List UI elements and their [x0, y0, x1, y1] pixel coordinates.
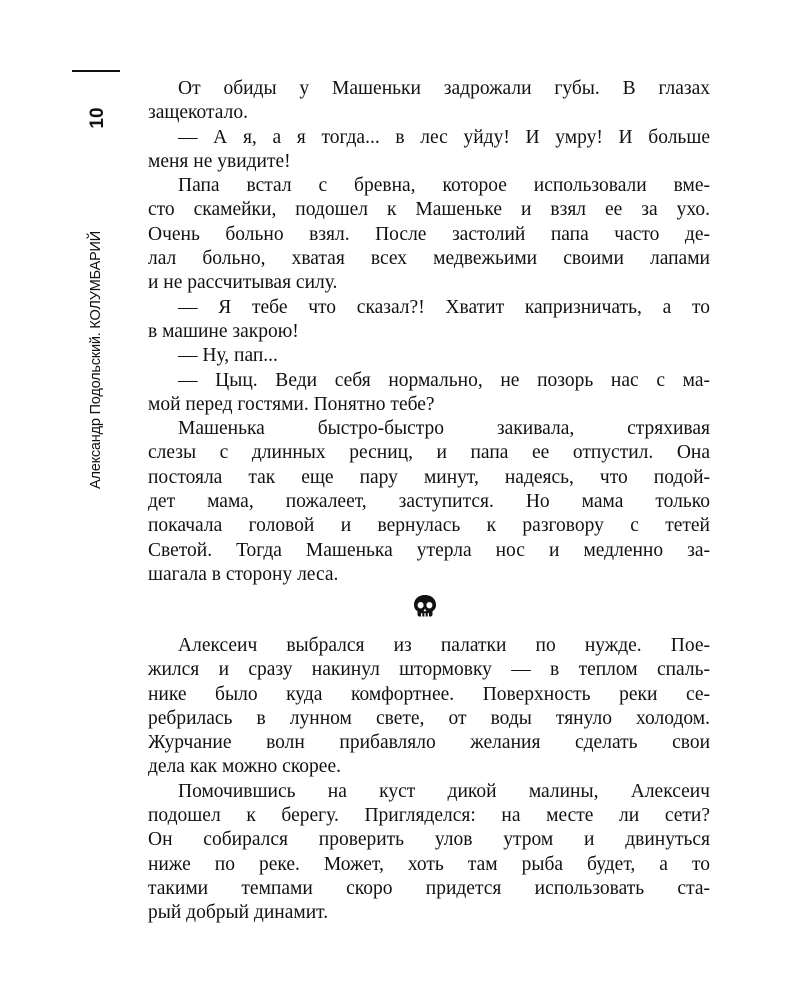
text-line: Машенька быстро-быстро закивала, стряхивая	[178, 418, 710, 440]
text-line: — Ну, пап...	[178, 345, 278, 367]
text-line: Алексеич выбрался из палатки по нужде. Пое-	[178, 635, 710, 656]
text-line: покачала головой и вернулась к разговору с тетей	[148, 515, 710, 537]
text-line: От обиды у Машеньки задрожали губы. В глазах	[178, 78, 710, 99]
text-line: меня не увидите!	[148, 150, 291, 172]
text-line: Светой. Тогда Машенька утерла нос и медленно за-	[148, 539, 710, 561]
text-line: Помочившись на куст дикой малины, Алексеич	[178, 780, 710, 802]
text-line: в машине закрою!	[148, 320, 299, 342]
text-line: защекотало.	[148, 102, 248, 124]
text-line: — Я тебе что сказал?! Хватит капризничать, а то	[178, 296, 710, 318]
running-head: Александр Подольский. КОЛУМБАРИЙ	[88, 231, 104, 490]
text-line: рый добрый динамит.	[148, 902, 329, 924]
text-line: и не рассчитывая силу.	[148, 272, 338, 294]
text-line: дела как можно скорее.	[148, 756, 341, 778]
text-line: ребрилась в лунном свете, от воды тянуло холодом.	[148, 707, 710, 729]
text-line: дет мама, пожалеет, заступится. Но мама только	[148, 491, 710, 513]
text-block-1	[148, 77, 710, 587]
page-number: 10	[87, 107, 108, 129]
text-line: слезы с длинных ресниц, и папа ее отпустил. Она	[148, 442, 710, 464]
text-line: лал больно, хватая всех медвежьими своими лапами	[148, 248, 710, 270]
top-rule	[72, 70, 120, 72]
text-line: подошел к берегу. Пригляделся: на месте ли сети?	[148, 805, 710, 827]
text-line: Журчание волн прибавляло желания сделать свои	[148, 732, 710, 754]
text-line: — А я, а я тогда... в лес уйду! И умру! И больше	[178, 126, 710, 148]
text-line: нике было куда комфортнее. Поверхность реки се-	[148, 683, 710, 705]
text-line: такими темпами скоро придется использовать ста-	[148, 877, 710, 899]
text-line: постояла так еще пару минут, надеясь, что подой-	[148, 466, 710, 488]
text-line: Папа встал с бревна, которое использовали вме-	[178, 175, 710, 197]
text-line: Он собирался проверить улов утром и двинуться	[148, 829, 710, 851]
text-line: — Цыц. Веди себя нормально, не позорь нас с ма-	[178, 369, 710, 391]
text-line: мой перед гостями. Понятно тебе?	[148, 393, 435, 415]
text-line: шагала в сторону леса.	[148, 563, 339, 585]
text-line: Очень больно взял. После застолий папа часто де-	[148, 223, 710, 245]
text-line: сто скамейки, подошел к Машеньке и взял ее за ухо.	[148, 199, 710, 221]
text-block-2	[148, 634, 710, 926]
skull-icon	[412, 594, 438, 618]
text-line: жился и сразу накинул штормовку — в теплом спаль-	[148, 659, 710, 681]
text-line: ниже по реке. Может, хоть там рыба будет, а то	[148, 853, 710, 875]
